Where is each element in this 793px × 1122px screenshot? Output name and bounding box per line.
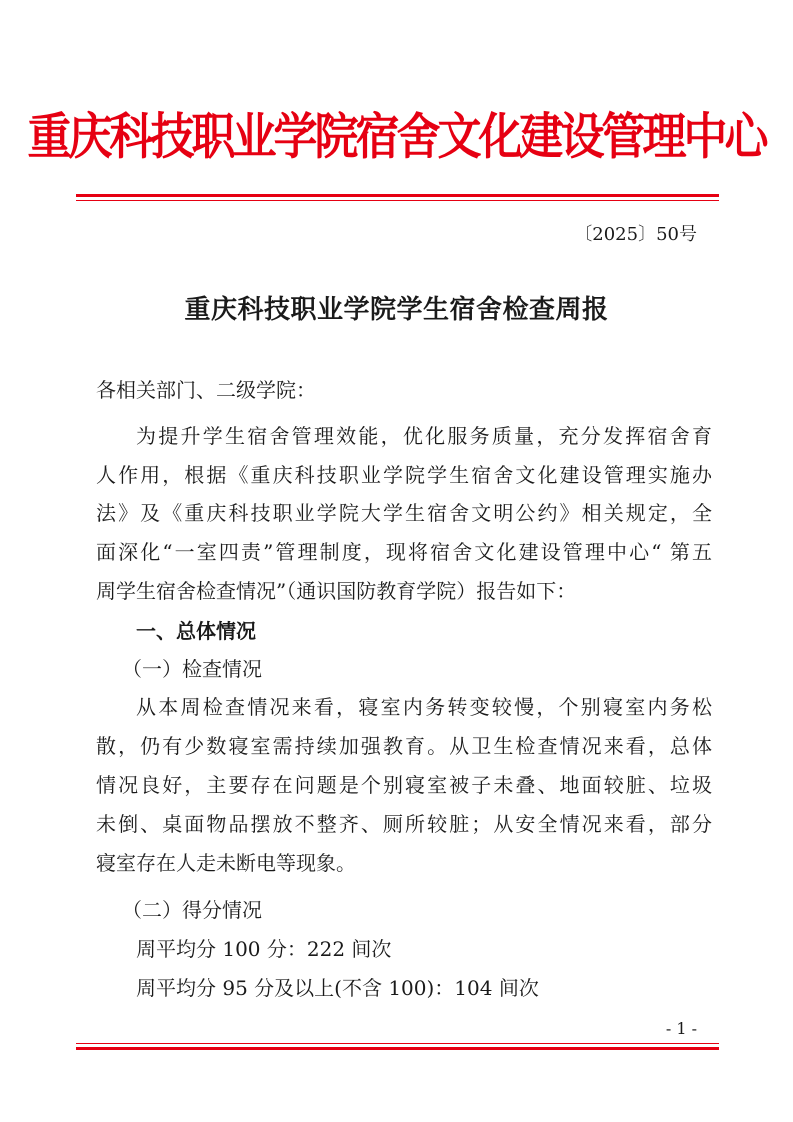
intro-line-1: 为提升学生宿舍管理效能，优化服务质量，充分发挥宿舍育 [136,424,712,448]
intro-line-2: 人作用，根据《重庆科技职业学院学生宿舍文化建设管理实施办 [96,463,712,487]
masthead-divider-thin [76,200,719,201]
intro-line-5: 周学生宿舍检查情况”（通识国防教育学院）报告如下： [96,579,577,603]
subsection-heading-inspection: （一）检查情况 [122,657,262,681]
salutation: 各相关部门、二级学院： [96,378,316,402]
section-heading-overall: 一、总体情况 [136,619,256,643]
inspection-line-5: 寝室存在人走未断电等现象。 [96,851,356,875]
footer-divider-thin [76,1043,719,1044]
inspection-line-3: 情况良好，主要存在问题是个别寝室被子未叠、地面较脏、垃圾 [96,773,712,797]
footer-divider-thick [76,1047,719,1050]
intro-line-4: 面深化“一室四责”管理制度，现将宿舍文化建设管理中心“ 第五 [96,540,712,564]
masthead-divider-thick [76,194,719,197]
inspection-line-2: 散，仍有少数寝室需持续加强教育。从卫生检查情况来看，总体 [96,734,712,758]
inspection-line-4: 未倒、桌面物品摆放不整齐、厕所较脏；从安全情况来看，部分 [96,812,712,836]
intro-line-3: 法》及《重庆科技职业学院大学生宿舍文明公约》相关规定，全 [96,501,712,525]
score-line-2: 周平均分 95 分及以上(不含 100)：104 间次 [136,976,539,1000]
document-number: 〔2025〕50号 [574,224,697,245]
score-line-1: 周平均分 100 分：222 间次 [136,937,392,961]
page-number: - 1 - [665,1019,697,1038]
document-title: 重庆科技职业学院学生宿舍检查周报 [184,295,609,325]
subsection-heading-scores: （二）得分情况 [122,898,262,922]
masthead-org-name: 重庆科技职业学院宿舍文化建设管理中心 [27,108,766,166]
inspection-line-1: 从本周检查情况来看，寝室内务转变较慢，个别寝室内务松 [136,695,712,719]
